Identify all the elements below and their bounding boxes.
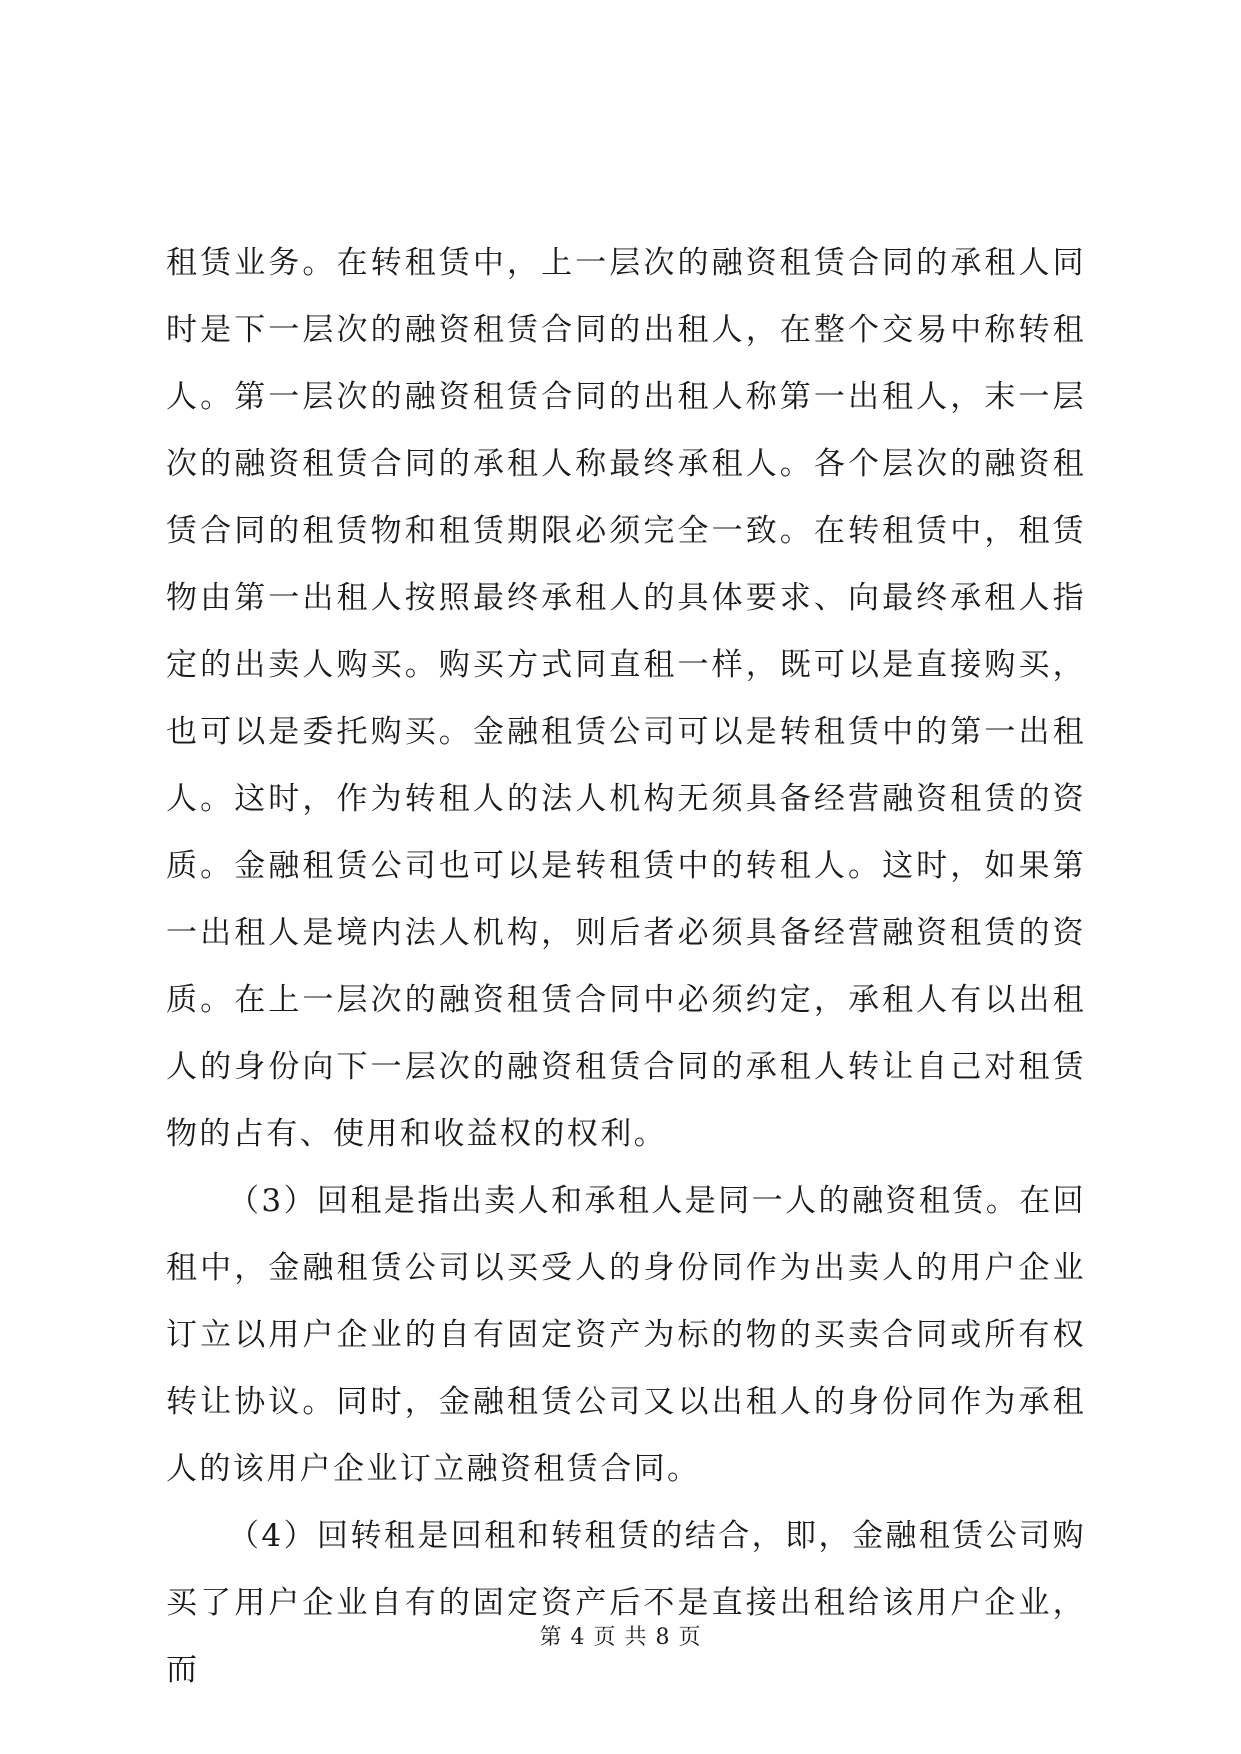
paragraph-2: （3）回租是指出卖人和承租人是同一人的融资租赁。在回租中，金融租赁公司以买受人的身份同作为出卖人的用户企业订立以用户企业的自有固定资产为标的物的买卖合同或所有权转让协议。同时，金融租赁公司又以出租人的身份同作为承租人的该用户企业订立融资租赁合同。	[166, 1183, 1086, 1487]
page-footer: 第 4 页 共 8 页	[539, 1625, 702, 1650]
body-text	[166, 230, 1086, 1704]
paragraph-1: 租赁业务。在转租赁中，上一层次的融资租赁合同的承租人同时是下一层次的融资租赁合同的出租人，在整个交易中称转租人。第一层次的融资租赁合同的出租人称第一出租人，末一层次的融资租赁合同的承租人称最终承租人。各个层次的融资租赁合同的租赁物和租赁期限必须完全一致。在转租赁中，租赁物由第一出租人按照最终承租人的具体要求、向最终承租人指定的出卖人购买。购买方式同直租一样，既可以是直接购买，也可以是委托购买。金融租赁公司可以是转租赁中的第一出租人。这时，作为转租人的法人机构无须具备经营融资租赁的资质。金融租赁公司也可以是转租赁中的转租人。这时，如果第一出租人是境内法人机构，则后者必须具备经营融资租赁的资质。在上一层次的融资租赁合同中必须约定，承租人有以出租人的身份向下一层次的融资租赁合同的承租人转让自己对租赁物的占有、使用和收益权的权利。	[166, 245, 1086, 1152]
paragraph-3: （4）回转租是回租和转租赁的结合，即，金融租赁公司购买了用户企业自有的固定资产后不是直接出租给该用户企业，而	[166, 1518, 1086, 1688]
